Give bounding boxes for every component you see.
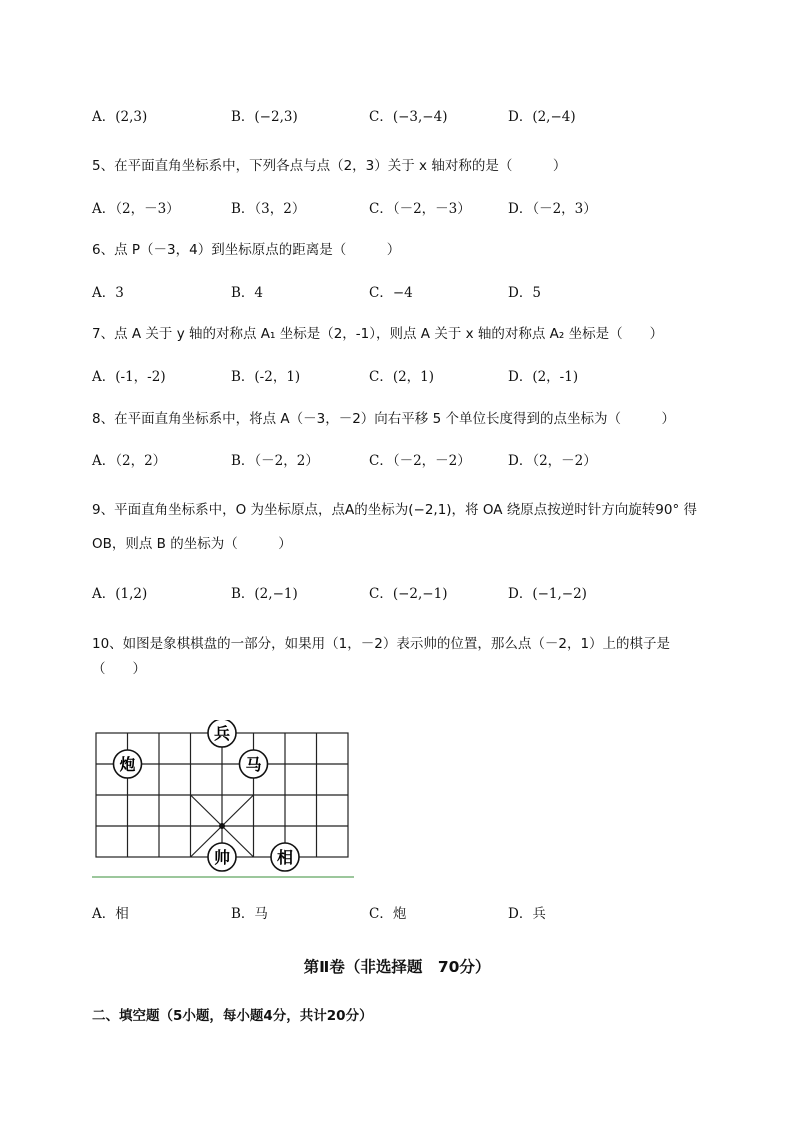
piece-bing (208, 720, 236, 747)
q8-option-b: B．（－2，2） (231, 453, 319, 469)
q9-stem-line2: OB，则点 B 的坐标为（ ） (92, 536, 292, 552)
q5-option-b: B．（3，2） (231, 201, 306, 217)
q5-option-a: A．（2，－3） (92, 201, 180, 217)
q6-option-c: C．−4 (369, 285, 413, 301)
piece-pao (114, 750, 142, 778)
q10-option-b: B．马 (231, 906, 268, 922)
q9-option-d: D．(−1,−2) (508, 586, 587, 602)
q9-stem-line1: 9、平面直角坐标系中，O 为坐标原点，点A的坐标为(−2,1)，将 OA 绕原点按逆时针方向旋转90° 得 (92, 502, 697, 518)
piece-xiang (271, 843, 299, 871)
q10-option-a: A．相 (92, 906, 129, 922)
piece-shuai (208, 843, 236, 871)
q5-option-d: D．（－2，3） (508, 201, 597, 217)
svg-text:相: 相 (276, 848, 294, 867)
q7-option-c: C．(2，1) (369, 369, 435, 385)
q8-stem: 8、在平面直角坐标系中，将点 A（－3，－2）向右平移 5 个单位长度得到的点坐标为（ ） (92, 411, 675, 427)
q10-stem-line1: 10、如图是象棋棋盘的一部分，如果用（1，－2）表示帅的位置，那么点（－2，1）上的棋子是 (92, 636, 671, 652)
q6-stem: 6、点 P（－3，4）到坐标原点的距离是（ ） (92, 242, 401, 258)
q6-option-a: A．3 (92, 285, 124, 301)
q10-option-d: D．兵 (508, 906, 546, 922)
q8-option-c: C．（－2，－2） (369, 453, 471, 469)
q9-option-b: B．(2,−1) (231, 586, 298, 602)
svg-text:炮: 炮 (119, 755, 136, 774)
q4-option-a: A．(2,3) (92, 109, 148, 125)
q7-option-a: A．(-1，-2) (92, 369, 166, 385)
q4-option-c: C．(−3,−4) (369, 109, 448, 125)
q9-option-c: C．(−2,−1) (369, 586, 448, 602)
q7-stem: 7、点 A 关于 y 轴的对称点 A₁ 坐标是（2，-1），则点 A 关于 x 轴的对称点 A₂ 坐标是（ ） (92, 326, 664, 342)
q6-option-b: B．4 (231, 285, 264, 301)
part2-title: 第Ⅱ卷（非选择题 70分） (303, 958, 491, 976)
q7-option-d: D．(2，-1) (508, 369, 579, 385)
q4-option-b: B．(−2,3) (231, 109, 298, 125)
q8-option-a: A．（2，2） (92, 453, 167, 469)
q6-option-d: D．5 (508, 285, 541, 301)
svg-text:马: 马 (245, 755, 262, 774)
q9-option-a: A．(1,2) (92, 586, 148, 602)
q5-option-c: C．（－2，－3） (369, 201, 471, 217)
chess-board-figure (92, 720, 354, 880)
svg-text:帅: 帅 (213, 848, 231, 867)
section2-title: 二、填空题（5小题，每小题4分，共计20分） (92, 1008, 373, 1024)
q4-option-d: D．(2,−4) (508, 109, 576, 125)
q8-option-d: D．（2，－2） (508, 453, 597, 469)
piece-ma (240, 750, 268, 778)
q7-option-b: B．(-2，1) (231, 369, 301, 385)
q10-option-c: C．炮 (369, 906, 407, 922)
q10-stem-line2: （ ） (92, 661, 146, 677)
svg-text:兵: 兵 (213, 724, 231, 743)
q5-stem: 5、在平面直角坐标系中，下列各点与点（2，3）关于 x 轴对称的是（ ） (92, 158, 567, 174)
